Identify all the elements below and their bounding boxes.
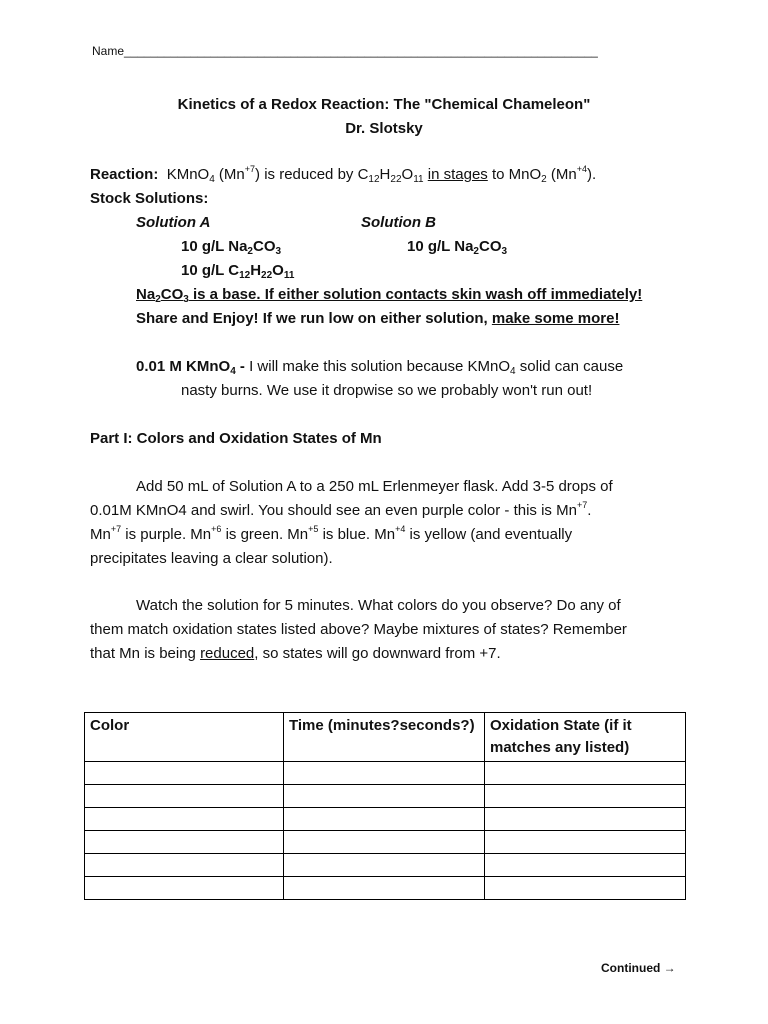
oxidation-state-cell[interactable] bbox=[485, 831, 686, 854]
observation-table bbox=[84, 712, 686, 900]
procedure-line-4: precipitates leaving a clear solution). bbox=[90, 550, 333, 567]
oxidation-state-cell[interactable] bbox=[485, 854, 686, 877]
color-cell[interactable] bbox=[85, 808, 284, 831]
reaction-label: Reaction: bbox=[90, 166, 159, 183]
oxidation-state-cell[interactable] bbox=[485, 785, 686, 808]
time-cell[interactable] bbox=[284, 808, 485, 831]
name-field[interactable] bbox=[92, 44, 598, 58]
part1-heading: Part I: Colors and Oxidation States of Mn bbox=[90, 430, 382, 447]
procedure-line-1: Add 50 mL of Solution A to a 250 mL Erlenmeyer flask. Add 3-5 drops of bbox=[136, 478, 613, 495]
time-cell[interactable] bbox=[284, 785, 485, 808]
color-cell[interactable] bbox=[85, 831, 284, 854]
reaction-line: Reaction: KMnO$_4$ $(Mn^{+7})$ is reduced by $C_{12}H_{22}O_{11}$ in stages to MnO$_2$ $(Mn^{+4})$. bbox=[90, 164, 597, 185]
procedure-line-2: 0.01M KMnO4 and swirl. You should see an even purple color - this is $Mn^{+7}$. bbox=[90, 500, 592, 519]
time-cell[interactable] bbox=[284, 877, 485, 900]
oxidation-state-cell[interactable] bbox=[485, 762, 686, 785]
instruction-line-3: that Mn is being reduced, so states will go downward from +7. bbox=[90, 645, 501, 662]
color-cell[interactable] bbox=[85, 854, 284, 877]
continued-note bbox=[601, 961, 676, 975]
solution-a-item-1: 10 g/L $Na_2CO_3$ bbox=[181, 238, 282, 257]
procedure-line-3: $Mn^{+7}$ is purple. $Mn^{+6}$ is green. $Mn^{+5}$ is blue. $Mn^{+4}$ is yellow (and eventually bbox=[90, 524, 573, 543]
instruction-line-2: them match oxidation states listed above? Maybe mixtures of states? Remember bbox=[90, 621, 627, 638]
solution-b-item-1: 10 g/L $Na_2CO_3$ bbox=[407, 238, 508, 257]
share-note: Share and Enjoy! If we run low on either solution, make some more! bbox=[136, 310, 620, 327]
name-line: _______________________________________________________________________ bbox=[124, 44, 598, 58]
document-title: Kinetics of a Redox Reaction: The "Chemical Chameleon" bbox=[177, 96, 591, 113]
continued-label: Continued bbox=[601, 961, 661, 975]
safety-warning: $Na_2CO_3$ is a base. If either solution contacts skin wash off immediately! bbox=[136, 286, 643, 305]
solution-a-heading: Solution A bbox=[136, 214, 211, 231]
table-row bbox=[85, 877, 686, 900]
table-row bbox=[85, 762, 686, 785]
column-header-color: Color bbox=[85, 713, 284, 762]
name-label: Name bbox=[92, 44, 125, 58]
table-row bbox=[85, 831, 686, 854]
table-row bbox=[85, 808, 686, 831]
color-cell[interactable] bbox=[85, 785, 284, 808]
time-cell[interactable] bbox=[284, 831, 485, 854]
oxidation-state-cell[interactable] bbox=[485, 808, 686, 831]
solution-b-heading: Solution B bbox=[361, 214, 436, 231]
in-stages-emphasis: in stages bbox=[427, 166, 488, 183]
kmno4-note-line-1: 0.01 M KMnO$_4$ - I will make this solution because KMnO$_4$ solid can cause bbox=[136, 358, 624, 377]
color-cell[interactable] bbox=[85, 762, 284, 785]
time-cell[interactable] bbox=[284, 762, 485, 785]
column-header-time: Time (minutes?seconds?) bbox=[284, 713, 485, 762]
instruction-line-1: Watch the solution for 5 minutes. What colors do you observe? Do any of bbox=[136, 597, 621, 614]
kmno4-label: 0.01 M KMnO$_4$ - bbox=[136, 358, 250, 377]
arrow-right-icon: → bbox=[663, 961, 676, 975]
column-header-oxidation-state: Oxidation State (if it matches any listed) bbox=[485, 713, 686, 762]
table-row bbox=[85, 785, 686, 808]
document-author: Dr. Slotsky bbox=[345, 120, 423, 137]
stock-solutions-label: Stock Solutions: bbox=[90, 190, 209, 207]
kmno4-note-line-2: nasty burns. We use it dropwise so we probably won't run out! bbox=[181, 382, 593, 399]
time-cell[interactable] bbox=[284, 854, 485, 877]
oxidation-state-cell[interactable] bbox=[485, 877, 686, 900]
color-cell[interactable] bbox=[85, 877, 284, 900]
table-header-row bbox=[85, 713, 686, 762]
table-row bbox=[85, 854, 686, 877]
solution-a-item-2: 10 g/L $C_{12}H_{22}O_{11}$ bbox=[181, 262, 295, 281]
